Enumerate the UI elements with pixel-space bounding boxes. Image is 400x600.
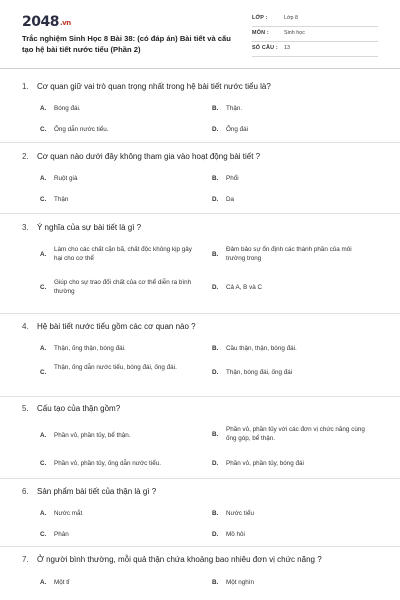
- question-number: 5.: [22, 404, 29, 413]
- option-text: Thận, ống thận, bóng đái.: [54, 345, 126, 352]
- option-letter: B.: [212, 105, 219, 112]
- option-letter: B.: [212, 579, 219, 586]
- meta-key: LỚP :: [252, 15, 268, 21]
- meta-key: SỐ CÂU :: [252, 45, 278, 51]
- option-text: Nước tiểu: [226, 510, 254, 517]
- question-number: 4.: [22, 322, 29, 331]
- option-text: Ruột già: [54, 175, 78, 182]
- option-text: Ống dẫn nước tiểu.: [54, 126, 109, 133]
- option-text: Da: [226, 196, 235, 203]
- option-letter: D.: [212, 196, 219, 203]
- option-text: Làm cho các chất cặn bã, chất độc không kịp gây hại cho cơ thể: [54, 246, 192, 263]
- option-letter: A.: [40, 175, 47, 182]
- document-title: Trắc nghiệm Sinh Học 8 Bài 38: (có đáp án) Bài tiết và cấu tạo hệ bài tiết nước tiểu (Phần 2): [22, 34, 231, 54]
- meta-row-class: [252, 12, 378, 27]
- question-text: [22, 487, 156, 496]
- option-text: Phần vỏ, phần tủy, bể thận.: [54, 432, 131, 439]
- option-letter: D.: [212, 460, 219, 467]
- option-letter: D.: [212, 284, 219, 291]
- option-letter: B.: [212, 431, 219, 438]
- option-text: Phổi: [226, 175, 239, 182]
- question-number: 6.: [22, 487, 29, 496]
- option-letter: B.: [212, 510, 219, 517]
- option-text: Thận, ống dẫn nước tiểu, bóng đái, ống đái.: [54, 364, 177, 371]
- header: [0, 0, 400, 68]
- question-divider: [0, 546, 400, 547]
- question-text: [22, 223, 141, 232]
- option-letter: C.: [40, 531, 47, 538]
- option-letter: B.: [212, 175, 219, 182]
- question-text: [22, 404, 120, 413]
- option-text: Thận: [54, 196, 69, 203]
- meta-value: Sinh học: [284, 30, 305, 36]
- option-letter: D.: [212, 126, 219, 133]
- site-logo[interactable]: [22, 14, 71, 30]
- question-label: Cơ quan nào dưới đây không tham gia vào hoạt động bài tiết ?: [37, 152, 261, 161]
- option-text: Phần vỏ, phần tủy, bóng đái: [226, 460, 304, 467]
- question-text: [22, 152, 260, 161]
- option-text: Thận, bóng đái, ống đái: [226, 369, 293, 376]
- logo-suffix: .vn: [59, 19, 71, 27]
- meta-key: MÔN :: [252, 30, 269, 36]
- logo-main: 2048: [22, 14, 59, 30]
- question-divider: [0, 396, 400, 397]
- option-letter: C.: [40, 284, 47, 291]
- option-letter: C.: [40, 460, 47, 467]
- option-text: Ống đái: [226, 126, 249, 133]
- question-number: 2.: [22, 152, 29, 161]
- option-text: Đảm bảo sự ổn định các thành phần của môi trường trong: [226, 246, 352, 263]
- meta-row-subject: [252, 27, 378, 42]
- option-letter: C.: [40, 196, 47, 203]
- question-number: 3.: [22, 223, 29, 232]
- option-letter: A.: [40, 105, 47, 112]
- option-text: Mồ hôi: [226, 531, 245, 538]
- meta-row-count: [252, 42, 378, 57]
- question-label: Ý nghĩa của sự bài tiết là gì ?: [37, 223, 142, 232]
- option-letter: B.: [212, 251, 219, 258]
- question-number: 7.: [22, 555, 29, 564]
- option-text: Một tỉ: [54, 579, 70, 586]
- option-letter: A.: [40, 345, 47, 352]
- question-text: [22, 322, 196, 331]
- question-text: [22, 82, 271, 91]
- option-letter: C.: [40, 369, 47, 376]
- option-letter: A.: [40, 510, 47, 517]
- question-label: Ở người bình thường, mỗi quả thận chứa khoảng bao nhiêu đơn vị chức năng ?: [37, 555, 322, 564]
- question-divider: [0, 213, 400, 214]
- question-divider: [0, 142, 400, 143]
- option-text: Thận.: [226, 105, 243, 112]
- question-label: Sản phẩm bài tiết của thận là gì ?: [37, 487, 157, 496]
- question-label: Cấu tạo của thận gồm?: [37, 404, 121, 413]
- option-text: Cầu thận, thận, bóng đái.: [226, 345, 297, 352]
- option-letter: A.: [40, 579, 47, 586]
- meta-value: Lớp 8: [284, 15, 299, 21]
- question-label: Cơ quan giữ vai trò quan trọng nhất trong hệ bài tiết nước tiểu là?: [37, 82, 271, 91]
- question-label: Hệ bài tiết nước tiểu gồm các cơ quan nào ?: [37, 322, 196, 331]
- option-text: Cả A, B và C: [226, 284, 263, 291]
- question-divider: [0, 313, 400, 314]
- header-divider: [0, 68, 400, 69]
- option-text: Phần vỏ, phần tủy, ống dẫn nước tiểu.: [54, 460, 161, 467]
- option-letter: D.: [212, 369, 219, 376]
- option-text: Phân: [54, 531, 69, 538]
- question-divider: [0, 478, 400, 479]
- option-letter: A.: [40, 432, 47, 439]
- question-text: [22, 555, 322, 564]
- option-text: Giúp cho sự trao đổi chất của cơ thể diễn ra bình thường: [54, 279, 192, 296]
- question-number: 1.: [22, 82, 29, 91]
- option-letter: C.: [40, 126, 47, 133]
- option-text: Một nghìn: [226, 579, 255, 586]
- option-letter: A.: [40, 251, 47, 258]
- option-text: Bóng đái.: [54, 105, 81, 112]
- option-letter: B.: [212, 345, 219, 352]
- meta-table: [252, 12, 378, 57]
- option-letter: D.: [212, 531, 219, 538]
- option-text: Phần vỏ, phần tủy với các đơn vị chức năng cùng ống góp, bể thận.: [226, 426, 365, 443]
- option-text: Nước mắt: [54, 510, 83, 517]
- meta-value: 13: [284, 45, 290, 51]
